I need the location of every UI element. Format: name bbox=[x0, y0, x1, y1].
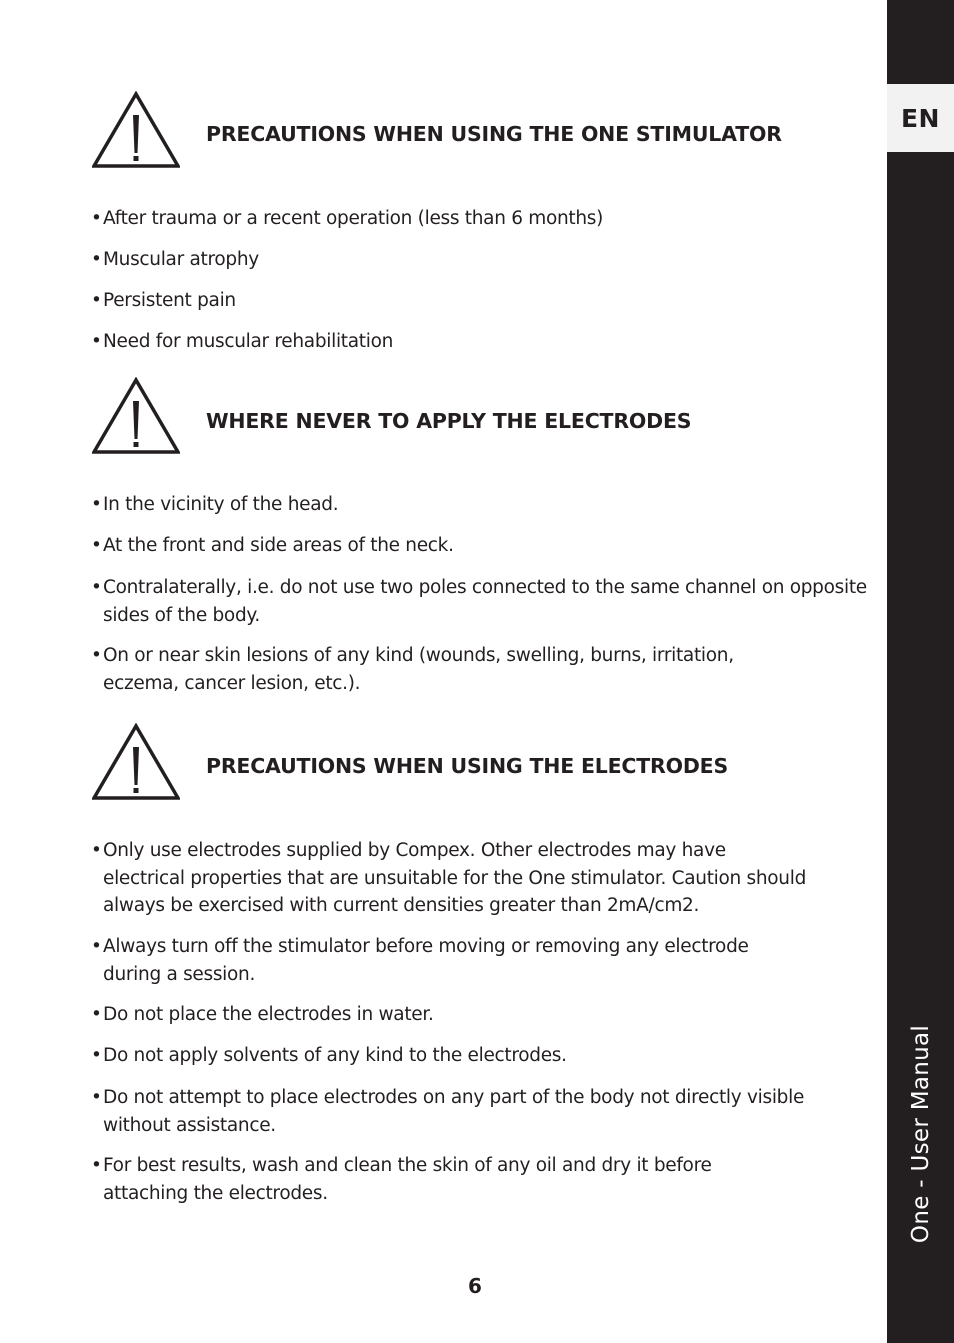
list-item: • Contralaterally, i.e. do not use two poles connected to the same channel on opposite sides of the body. bbox=[91, 574, 873, 629]
section-title: PRECAUTIONS WHEN USING THE ONE STIMULATOR bbox=[206, 122, 782, 146]
list-item: • Do not attempt to place electrodes on any part of the body not directly visible without assistance. bbox=[91, 1084, 808, 1139]
list-item: • At the front and side areas of the neck. bbox=[91, 532, 873, 560]
section-title: WHERE NEVER TO APPLY THE ELECTRODES bbox=[206, 409, 692, 433]
list-item: • Do not place the electrodes in water. bbox=[91, 1001, 873, 1029]
warning-icon bbox=[92, 91, 180, 169]
page-number bbox=[0, 1274, 954, 1298]
warning-icon bbox=[92, 377, 180, 455]
list-item: • Need for muscular rehabilitation bbox=[91, 328, 873, 356]
manual-title: One - User Manual bbox=[908, 1024, 934, 1244]
list-item: • Do not apply solvents of any kind to the electrodes. bbox=[91, 1042, 873, 1070]
section-title: PRECAUTIONS WHEN USING THE ELECTRODES bbox=[206, 754, 729, 778]
warning-icon bbox=[92, 723, 180, 801]
list-item: • For best results, wash and clean the skin of any oil and dry it before attaching the electrodes. bbox=[91, 1152, 793, 1207]
page-number-label: 6 bbox=[468, 1274, 482, 1298]
list-item: • After trauma or a recent operation (less than 6 months) bbox=[91, 205, 873, 233]
list-item: • Persistent pain bbox=[91, 287, 873, 315]
list-item: • In the vicinity of the head. bbox=[91, 491, 873, 519]
list-item: • Only use electrodes supplied by Compex. Other electrodes may have electrical properties that are unsuitable for the One stimulator. Caution should always be exercised with current densities greater than 2mA/cm2. bbox=[91, 837, 808, 920]
list-item: • Muscular atrophy bbox=[91, 246, 873, 274]
list-item: • On or near skin lesions of any kind (wounds, swelling, burns, irritation, eczema, cancer lesion, etc.). bbox=[91, 642, 803, 697]
language-tab: EN bbox=[887, 84, 954, 152]
list-item: • Always turn off the stimulator before moving or removing any electrode during a session. bbox=[91, 933, 763, 988]
